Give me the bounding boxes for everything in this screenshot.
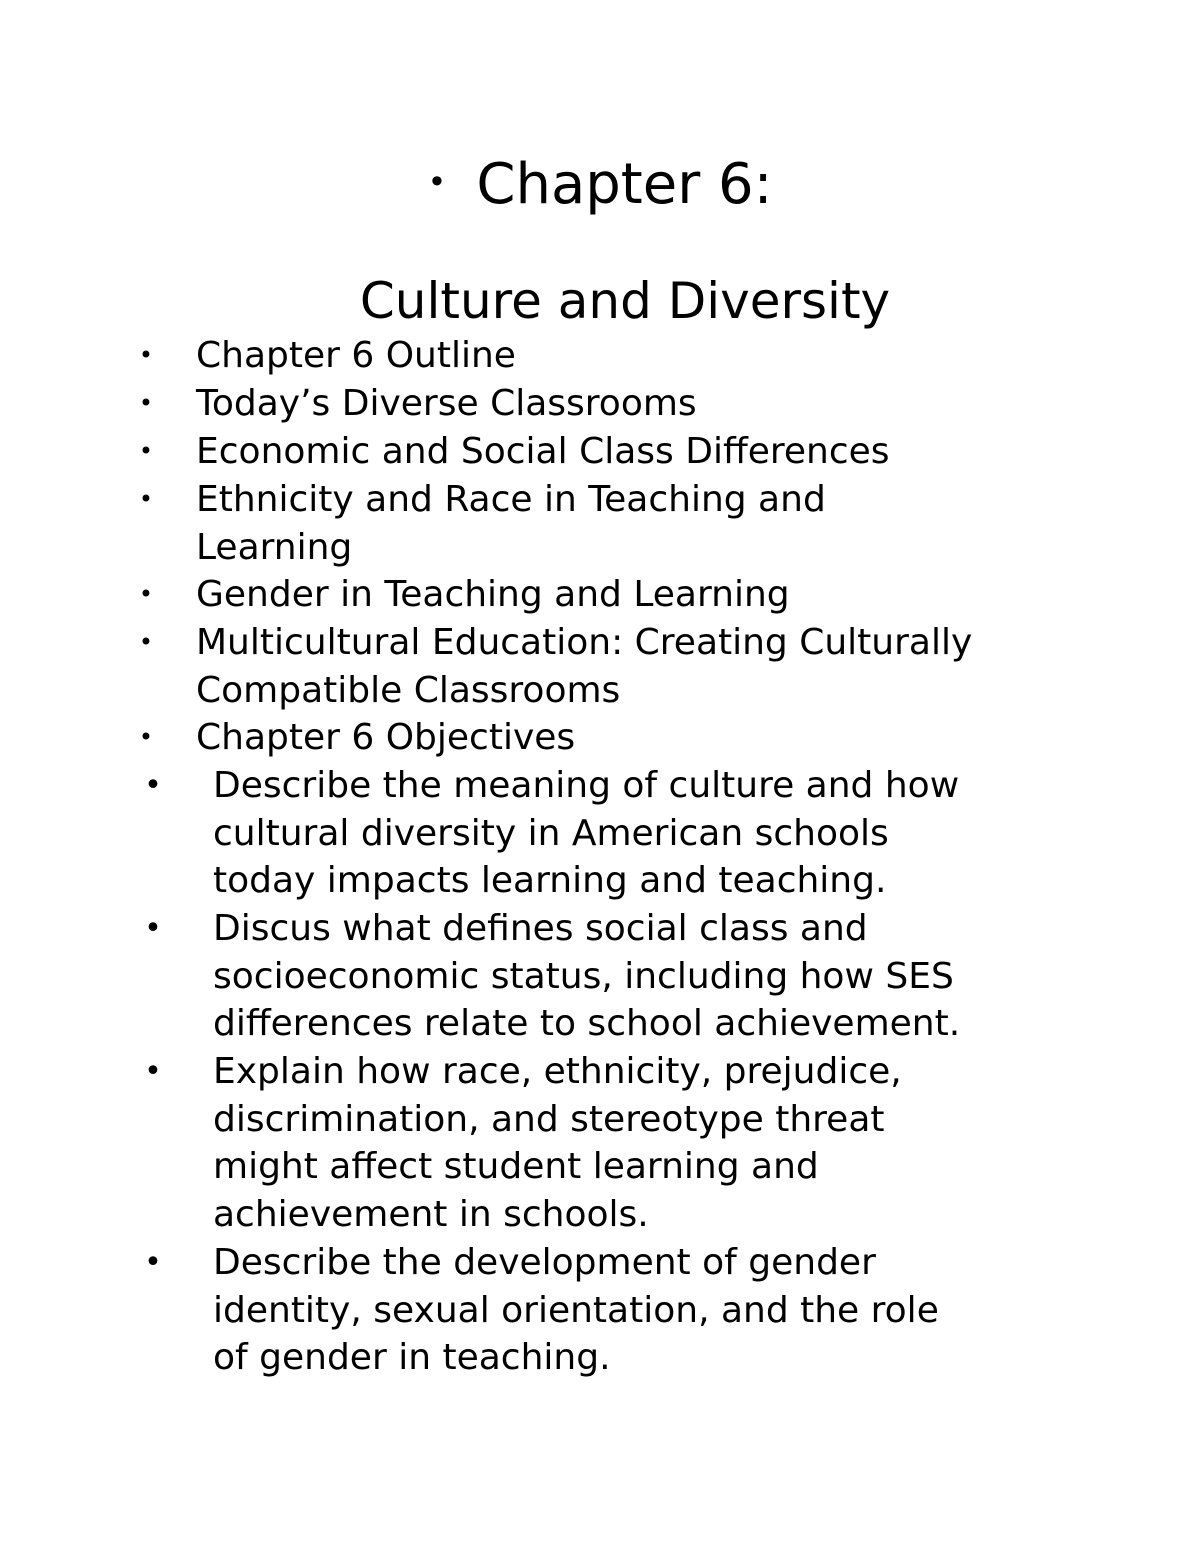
outline-item	[138, 332, 516, 380]
item-line: Multicultural Education: Creating Culturally	[196, 622, 973, 663]
item-line: Ethnicity and Race in Teaching and	[196, 479, 826, 520]
item-line: Learning	[196, 526, 353, 568]
chapter-title-text: Chapter 6:	[476, 152, 773, 217]
bullet-icon: •	[144, 1245, 162, 1280]
item-line: of gender in teaching.	[213, 1337, 611, 1378]
item-line: identity, sexual orientation, and the role	[213, 1289, 939, 1331]
outline-item	[138, 714, 576, 762]
item-line: Describe the development of gender	[213, 1242, 876, 1283]
bullet-icon: •	[144, 1054, 162, 1089]
item-line: Chapter 6 Outline	[196, 335, 516, 376]
item-line: Explain how race, ethnicity, prejudice,	[213, 1051, 902, 1092]
bullet-icon: •	[138, 485, 154, 513]
bullet-icon: •	[138, 628, 154, 656]
bullet-icon: •	[138, 723, 154, 751]
bullet-icon: •	[144, 911, 162, 946]
chapter-title	[0, 150, 1200, 223]
objective-item	[144, 762, 960, 905]
outline-item	[138, 619, 973, 714]
bullet-icon: •	[144, 768, 162, 803]
objective-item	[144, 1239, 939, 1382]
item-line: Gender in Teaching and Learning	[196, 574, 790, 615]
chapter-subtitle: Culture and Diversity	[359, 272, 891, 330]
outline-item	[138, 476, 826, 571]
objective-item	[144, 905, 961, 1048]
item-line: might affect student learning and	[213, 1146, 819, 1187]
item-line: differences relate to school achievement.	[213, 1003, 961, 1044]
item-line: Describe the meaning of culture and how	[213, 765, 960, 806]
bullet-icon: •	[138, 437, 154, 465]
bullet-icon: •	[138, 580, 154, 608]
bullet-icon: •	[138, 389, 154, 417]
item-line: Today’s Diverse Classrooms	[196, 383, 697, 424]
item-line: Chapter 6 Objectives	[196, 717, 576, 758]
item-line: socioeconomic status, including how SES	[213, 955, 954, 997]
item-line: achievement in schools.	[213, 1193, 649, 1235]
item-line: Discus what defines social class and	[213, 908, 868, 949]
item-line: Economic and Social Class Differences	[196, 431, 890, 472]
bullet-icon: •	[138, 341, 154, 369]
objective-item	[144, 1048, 902, 1238]
item-line: Compatible Classrooms	[196, 669, 621, 711]
outline-item	[138, 571, 790, 619]
item-line: discrimination, and stereotype threat	[213, 1098, 885, 1140]
outline-item	[138, 380, 697, 428]
outline-item	[138, 428, 890, 476]
title-bullet: •	[427, 162, 447, 201]
item-line: today impacts learning and teaching.	[213, 860, 887, 901]
item-line: cultural diversity in American schools	[213, 812, 889, 854]
